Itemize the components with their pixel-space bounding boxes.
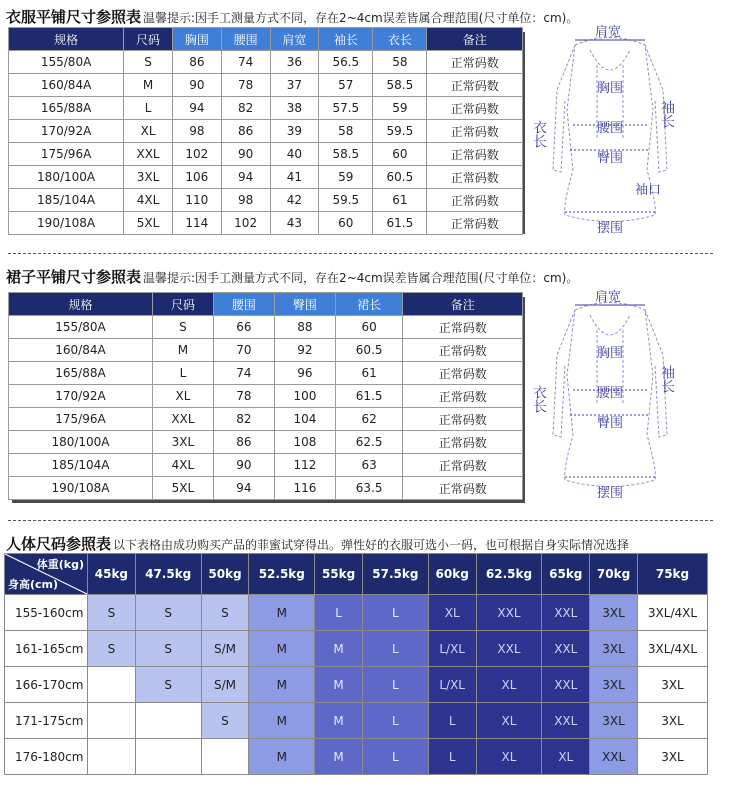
height-row-label: 171-175cm [5,703,88,739]
size-cell: XXL [590,739,638,775]
skirt-cell: 正常码数 [403,431,523,454]
weight-header-10: 75kg [637,554,707,595]
skirt-cell: XXL [152,408,213,431]
weight-header-4: 55kg [315,554,363,595]
size-cell: XXL [542,703,590,739]
clothes-table-row [9,143,523,166]
skirt-table-row [9,408,523,431]
skirt-cell: 170/92A [9,385,153,408]
clothes-cell: 正常码数 [427,166,523,189]
skirt-header-2: 腰围 [213,293,274,316]
clothes-header-2: 胸围 [172,28,221,51]
clothes-cell: 正常码数 [427,74,523,97]
skirt-cell: 160/84A [9,339,153,362]
skirt-cell: 116 [274,477,335,500]
clothes-cell: 正常码数 [427,51,523,74]
skirt-header-3: 臀围 [274,293,335,316]
body-table-row [5,595,708,631]
size-cell: L [362,595,428,631]
clothes-header-1: 尺码 [124,28,173,51]
clothes-cell: 4XL [124,189,173,212]
clothes-cell: S [124,51,173,74]
size-cell: S [88,595,136,631]
clothes-cell: XL [124,120,173,143]
skirt-cell: M [152,339,213,362]
skirt-table-row [9,316,523,339]
clothes-cell: 41 [270,166,319,189]
fig1-chest-label: 胸围 [597,81,624,96]
clothes-cell: 58 [373,51,427,74]
size-cell: M [249,703,315,739]
clothes-cell: 185/104A [9,189,124,212]
height-row-label: 161-165cm [5,631,88,667]
size-cell [88,703,136,739]
fig2-hem-label: 摆围 [597,486,624,501]
clothes-cell: 86 [221,120,270,143]
size-cell: 3XL [637,703,707,739]
body-tip: 以下表格由成功购买产品的菲蜜试穿得出。弹性好的衣服可选小一码，也可根据自身实际情况选择 [113,538,630,552]
size-cell: L [362,631,428,667]
clothes-cell: 102 [221,212,270,235]
size-cell: M [249,595,315,631]
clothes-cell: 90 [221,143,270,166]
skirt-cell: 190/108A [9,477,153,500]
skirt-cell: XL [152,385,213,408]
clothes-cell: 57 [319,74,373,97]
clothes-cell: 3XL [124,166,173,189]
clothes-header-4: 肩宽 [270,28,319,51]
size-cell: S [135,667,201,703]
clothes-cell: L [124,97,173,120]
clothes-cell: 106 [172,166,221,189]
size-cell: XXL [542,667,590,703]
clothes-table-row [9,97,523,120]
skirt-table-row [9,454,523,477]
skirt-cell: S [152,316,213,339]
clothes-cell: 56.5 [319,51,373,74]
skirt-cell: 185/104A [9,454,153,477]
clothes-cell: 59.5 [373,120,427,143]
clothes-cell: 175/96A [9,143,124,166]
height-row-label: 176-180cm [5,739,88,775]
clothes-cell: 82 [221,97,270,120]
skirt-cell: 正常码数 [403,385,523,408]
clothes-cell: 60 [319,212,373,235]
size-cell: XXL [476,631,542,667]
clothes-cell: 98 [221,189,270,212]
fig2-length-label: 衣长 [531,385,547,413]
clothes-cell: 180/100A [9,166,124,189]
clothes-cell: 94 [172,97,221,120]
size-cell: 3XL [590,595,638,631]
size-cell: M [249,739,315,775]
size-cell: 3XL [637,739,707,775]
size-cell: S [201,703,249,739]
clothes-cell: 正常码数 [427,97,523,120]
size-cell: M [315,631,363,667]
clothes-cell: XXL [124,143,173,166]
clothes-size-table [8,27,523,235]
clothes-cell: 38 [270,97,319,120]
clothes-cell: 正常码数 [427,212,523,235]
clothes-cell: 43 [270,212,319,235]
height-row-label: 155-160cm [5,595,88,631]
weight-header-7: 62.5kg [476,554,542,595]
skirt-cell: 78 [213,385,274,408]
skirt-cell: 正常码数 [403,362,523,385]
weight-header-2: 50kg [201,554,249,595]
clothes-cell: 42 [270,189,319,212]
clothes-cell: 114 [172,212,221,235]
clothes-cell: 60.5 [373,166,427,189]
skirt-cell: 62 [335,408,403,431]
size-cell: M [315,667,363,703]
skirt-cell: 165/88A [9,362,153,385]
size-cell: L/XL [428,667,476,703]
clothes-header-0: 规格 [9,28,124,51]
body-title-text: 人体尺码参照表 [6,535,112,553]
clothes-tip: 温馨提示:因手工测量方式不同，存在2~4cm误差皆属合理范围(尺寸单位：cm)。 [143,11,579,25]
size-cell [135,739,201,775]
skirt-cell: 104 [274,408,335,431]
size-cell: XXL [542,595,590,631]
size-cell: S [201,595,249,631]
clothes-header-7: 备注 [427,28,523,51]
clothes-table-row [9,74,523,97]
skirt-cell: 96 [274,362,335,385]
clothes-cell: 36 [270,51,319,74]
skirt-cell: 74 [213,362,274,385]
size-cell: 3XL [637,667,707,703]
skirt-cell: 63 [335,454,403,477]
size-cell: L [428,703,476,739]
clothes-cell: 160/84A [9,74,124,97]
clothes-cell: 90 [172,74,221,97]
fig1-waist-label: 腰围 [597,121,624,136]
skirt-cell: 82 [213,408,274,431]
size-cell: M [249,667,315,703]
size-cell: XL [476,703,542,739]
clothes-cell: 59 [373,97,427,120]
size-cell: L [315,595,363,631]
skirt-cell: 5XL [152,477,213,500]
clothes-table-row [9,189,523,212]
skirt-cell: 70 [213,339,274,362]
clothes-cell: 102 [172,143,221,166]
skirt-cell: 3XL [152,431,213,454]
clothes-cell: 58.5 [319,143,373,166]
size-cell: XL [476,667,542,703]
skirt-table-row [9,477,523,500]
size-cell: M [315,739,363,775]
clothes-table-row [9,120,523,143]
clothes-cell: 110 [172,189,221,212]
size-cell: XL [476,739,542,775]
skirt-cell: 88 [274,316,335,339]
skirt-tip: 温馨提示:因手工测量方式不同，存在2~4cm误差皆属合理范围(尺寸单位：cm)。 [143,271,579,285]
fig2-chest-label: 胸围 [597,346,624,361]
size-cell: S [135,595,201,631]
size-cell: S/M [201,667,249,703]
skirt-header-5: 备注 [403,293,523,316]
weight-header-9: 70kg [590,554,638,595]
clothes-cell: 59 [319,166,373,189]
size-cell: L [362,739,428,775]
size-cell: L [362,703,428,739]
size-cell: L/XL [428,631,476,667]
skirt-table-row [9,431,523,454]
clothes-table-row [9,212,523,235]
fig2-sleeve-label: 袖长 [659,365,675,393]
skirt-cell: 155/80A [9,316,153,339]
skirt-table-row [9,339,523,362]
clothes-cell: 正常码数 [427,120,523,143]
clothes-cell: 58 [319,120,373,143]
clothes-cell: 74 [221,51,270,74]
skirt-cell: 4XL [152,454,213,477]
skirt-cell: 正常码数 [403,316,523,339]
clothes-cell: 37 [270,74,319,97]
body-title [6,533,629,554]
skirt-cell: 175/96A [9,408,153,431]
clothes-header-5: 袖长 [319,28,373,51]
body-table-row [5,703,708,739]
skirt-cell: 90 [213,454,274,477]
body-table-row [5,631,708,667]
skirt-size-table [8,292,523,500]
clothes-cell: 155/80A [9,51,124,74]
clothes-header-3: 腰围 [221,28,270,51]
fig1-hip-label: 臀围 [597,151,624,166]
clothes-cell: 170/92A [9,120,124,143]
clothes-header-6: 衣长 [373,28,427,51]
height-axis-label: 身高(cm) [8,578,59,591]
clothes-measure-figure [531,20,685,236]
size-cell: S/M [201,631,249,667]
skirt-cell: 正常码数 [403,408,523,431]
weight-header-5: 57.5kg [362,554,428,595]
size-cell: M [315,703,363,739]
size-cell: L [362,667,428,703]
skirt-cell: 正常码数 [403,339,523,362]
size-cell [201,739,249,775]
clothes-cell: 86 [172,51,221,74]
height-row-label: 166-170cm [5,667,88,703]
skirt-cell: 86 [213,431,274,454]
size-cell: XL [428,595,476,631]
clothes-title [6,6,578,27]
skirt-cell: 正常码数 [403,454,523,477]
clothes-cell: 正常码数 [427,189,523,212]
clothes-cell: 165/88A [9,97,124,120]
size-cell: S [88,631,136,667]
fig2-shoulder-label: 肩宽 [595,290,622,305]
weight-header-1: 47.5kg [135,554,201,595]
skirt-cell: 92 [274,339,335,362]
weight-header-6: 60kg [428,554,476,595]
clothes-cell: 190/108A [9,212,124,235]
clothes-cell: M [124,74,173,97]
size-cell [88,667,136,703]
skirt-title-text: 裙子平铺尺寸参照表 [6,268,142,286]
clothes-table-row [9,51,523,74]
size-cell: 3XL/4XL [637,631,707,667]
clothes-cell: 40 [270,143,319,166]
clothes-cell: 60 [373,143,427,166]
fig1-hem-label: 摆围 [597,221,624,236]
fig1-sleeve-label: 袖长 [659,100,675,128]
clothes-cell: 39 [270,120,319,143]
skirt-cell: 60.5 [335,339,403,362]
skirt-cell: 112 [274,454,335,477]
skirt-cell: 60 [335,316,403,339]
size-cell: XXL [542,631,590,667]
clothes-cell: 58.5 [373,74,427,97]
skirt-cell: 62.5 [335,431,403,454]
skirt-cell: 正常码数 [403,477,523,500]
skirt-table-row [9,385,523,408]
body-table-row [5,739,708,775]
fig1-shoulder-label: 肩宽 [595,25,622,40]
fig2-hip-label: 臀围 [597,416,624,431]
size-cell: 3XL/4XL [637,595,707,631]
size-cell: XL [542,739,590,775]
skirt-header-4: 裙长 [335,293,403,316]
skirt-cell: 61.5 [335,385,403,408]
clothes-cell: 94 [221,166,270,189]
fig1-length-label: 衣长 [531,120,547,148]
clothes-table-row [9,166,523,189]
weight-header-0: 45kg [88,554,136,595]
size-cell: 3XL [590,703,638,739]
skirt-cell: 66 [213,316,274,339]
size-cell: 3XL [590,667,638,703]
size-cell: M [249,631,315,667]
skirt-cell: 61 [335,362,403,385]
weight-axis-label: 体重(kg) [36,558,84,571]
clothes-cell: 61.5 [373,212,427,235]
clothes-cell: 5XL [124,212,173,235]
clothes-cell: 59.5 [319,189,373,212]
clothes-cell: 78 [221,74,270,97]
skirt-cell: L [152,362,213,385]
size-cell: S [135,631,201,667]
size-cell [88,739,136,775]
size-cell: 3XL [590,631,638,667]
size-cell: XXL [476,595,542,631]
size-cell [135,703,201,739]
size-cell: L [428,739,476,775]
skirt-header-1: 尺码 [152,293,213,316]
fig2-waist-label: 腰围 [597,386,624,401]
skirt-cell: 100 [274,385,335,408]
clothes-title-text: 衣服平铺尺寸参照表 [6,8,142,26]
skirt-header-0: 规格 [9,293,153,316]
skirt-cell: 94 [213,477,274,500]
clothes-cell: 正常码数 [427,143,523,166]
skirt-cell: 108 [274,431,335,454]
clothes-cell: 98 [172,120,221,143]
fig1-cuff-label: 袖口 [635,183,662,198]
body-corner-cell [5,554,88,595]
body-size-table [4,553,708,775]
skirt-cell: 180/100A [9,431,153,454]
skirt-title [6,266,578,287]
skirt-measure-figure [531,285,685,501]
weight-header-3: 52.5kg [249,554,315,595]
skirt-table-row [9,362,523,385]
skirt-cell: 63.5 [335,477,403,500]
weight-header-8: 65kg [542,554,590,595]
body-table-row [5,667,708,703]
clothes-cell: 57.5 [319,97,373,120]
clothes-cell: 61 [373,189,427,212]
